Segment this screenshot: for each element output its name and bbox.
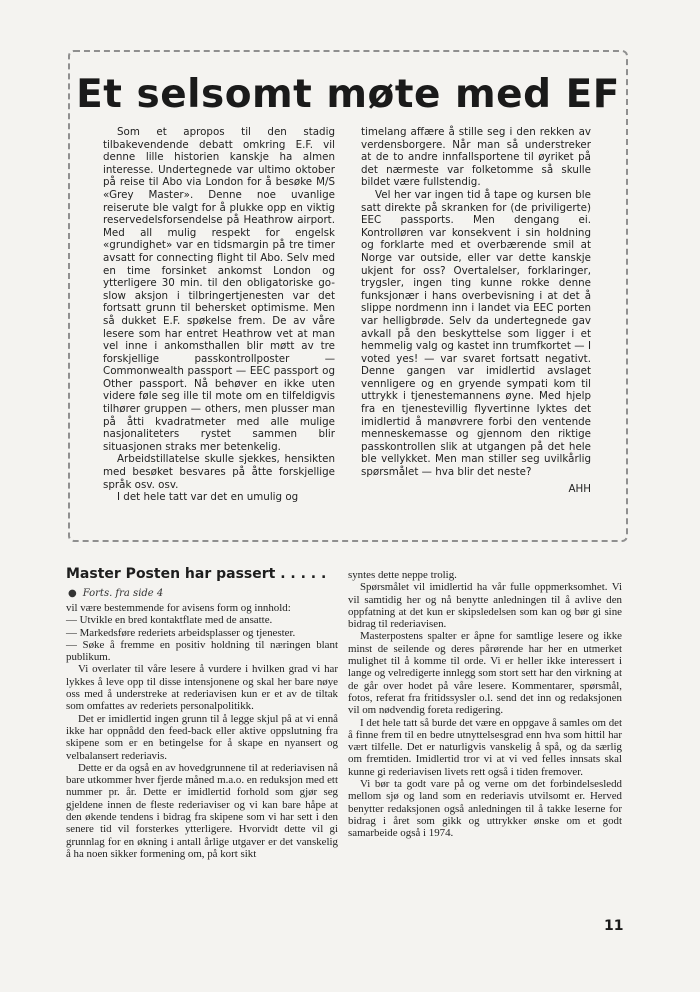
list-item: — Utvikle en bred kontaktflate med de ansatte. <box>66 614 273 627</box>
section-column-2 <box>348 569 622 840</box>
paragraph: Arbeidstillatelse skulle sjekkes, hensikten med besøket besvares på åtte forskjellige språk osv. osv. <box>103 453 335 491</box>
paragraph: Masterpostens spalter er åpne for samtlige lesere og ikke minst de seilende og deres pårørende har her en utmerket mulighet til å komme til orde. Vi er heller ikke interessert i lange og velredigerte innlegg som stort sett har den virkning at de går over hodet på våre lesere. Kommentarer, spørsmål, fotos, referat fra fritidssysler o.l. send det inn og redaksjonen vil om nødvendig foreta redigering. <box>348 630 622 717</box>
paragraph: Vel her var ingen tid å tape og kursen ble satt direkte på skranken for (de priviligerte) EEC passports. Men dengang ei. Kontrolløren var konsekvent i sin holdning og forklarte med et overbærende smil at Norge var outside, eller var dette kanskje ukjent for oss? Overtalelser, forklaringer, trygsler, ingen ting kunne rokke denne funksjonær i hans overbevisning i at det å slippe nordmenn inn i landet via EEC porten var helligbrøde. Selv da undertegnede gav avkall på den beskyttelse som ligger i et hemmelig valg og kastet inn trumfkortet — I voted yes! — var svaret fortsatt negativt. Denne gangen var imidlertid avslaget vennligere og en gryende sympati kom til uttrykk i tjenestemannens øyne. Med hjelp fra en tjenestevillig flyvertinne lyktes det imidlertid å manøvrere forbi den ventende menneskemasse og gjennom den riktige passkontrollen slik at utgangen på det hele ble vellykket. Men man stiller seg uvilkårlig spørsmålet — hva blir det neste? <box>361 188 591 479</box>
list-item: — Markedsføre rederiets arbeidsplasser og tjenester. <box>66 626 296 639</box>
paragraph: Spørsmålet vil imidlertid ha vår fulle oppmerksomhet. Vi vil samtidig her og nå benytte anledningen til å avlive den oppfatning at det kun er skipsledelsen som kan og bør gi sine bidrag til rederiavisen. <box>348 581 622 631</box>
paragraph: syntes dette neppe trolig. <box>348 569 457 581</box>
paragraph: Vi bør ta godt vare på og verne om det forbindelsesledd mellom sjø og land som en rederiavis utvilsomt er. Herved benytter redaksjonen også anledningen til å takke leserne for bidrag i året som gikk og uttrykker ønske om et godt samarbeide også i 1974. <box>348 778 622 840</box>
article-column-1 <box>103 126 335 504</box>
section-column-1 <box>66 602 338 860</box>
continuation-note <box>68 588 163 599</box>
bullet-icon: ● <box>68 588 77 599</box>
list-item: — Søke å fremme en positiv holdning til næringen blant publikum. <box>66 638 338 664</box>
continuation-text: Forts. fra side 4 <box>82 588 164 599</box>
article-column-2 <box>361 126 591 495</box>
paragraph: Vi overlater til våre lesere å vurdere i hvilken grad vi har lykkes å leve opp til disse intensjonene og skal her bare nøye oss med å understreke at rederiavisen kun er et av de tiltak som omfattes av rederiets personalpolitikk. <box>66 663 338 713</box>
paragraph: Det er imidlertid ingen grunn til å legge skjul på at vi ennå ikke har oppnådd den feed-back eller aktive oppslutning fra skipene som er en betingelse for å skape en nyansert og velbalansert rederiavis. <box>66 712 338 762</box>
page-number: 11 <box>604 918 624 934</box>
paragraph: I det hele tatt var det en umulig og <box>117 491 299 504</box>
paragraph: Dette er da også en av hovedgrunnene til at rederiavisen nå bare utkommer hver fjerde måned m.a.o. en reduksjon med ett nummer pr. år. Dette er imidlertid forhold som gjør seg gjeldene innen de fleste rederiaviser og vi kan bare håpe at den økende tendens i bidrag fra skipene som vi har sett i den senere tid vil forsterkes ytterligere. Hvorvidt dette vil gi grunnlag for en økning i antall årlige utgaver er det vanskelig å ha noen sikker formening om, på kort sikt <box>66 761 338 860</box>
section-title: Master Posten har passert . . . . . <box>66 566 327 582</box>
signature: AHH <box>568 482 591 495</box>
paragraph: vil være bestemmende for avisens form og innhold: <box>66 602 291 614</box>
paragraph: Som et apropos til den stadig tilbakevendende debatt omkring E.F. vil denne lille historien kanskje ha almen interesse. Undertegnede var ultimo oktober på reise til Abo via London for å besøke M/S «Grey Master». Denne noe uvanlige reiserute ble valgt for å plukke opp en viktig reservedelsforsendelse på Heathrow airport. Med all mulig respekt for engelsk «grundighet» var en tidsmargin på tre timer avsatt for connecting flight til Abo. Selv med en time forsinket ankomst London og ytterligere 30 min. til den obligatoriske go-slow aksjon i tilbringertjenesten var det fortsatt grunn til behersket optimisme. Men så dukket E.F. spøkelse frem. De av våre lesere som har entret Heathrow vet at man vel inne i ankomsthallen blir møtt av tre forskjellige passkontrollposter — Commonwealth passport — EEC passport og Other passport. Nå behøver en ikke uten videre føle seg ille til mote om en tilfeldigvis tilhører gruppen — others, men plusser man på åtti kvadratmeter med alle mulige nasjonaliteters rystet sammen blir situasjonen straks mer betenkelig. <box>103 126 335 453</box>
article-title: Et selsomt møte med EF <box>76 72 620 117</box>
paragraph: I det hele tatt så burde det være en oppgave å samles om det å finne frem til en bedre utnyttelsesgrad enn hva som hittil har vært tilfelle. Det er naturligvis vanskelig å spå, og da særlig om fremtiden. Imidlertid tror vi at vi ved felles innsats skal kunne gi rederiavisen livets rett også i tiden fremover. <box>348 716 622 778</box>
paragraph: timelang affære å stille seg i den rekken av verdensborgere. Når man så understreker at de to andre innfallsportene til øyriket på det nærmeste var folketomme så skulle bildet være fullstendig. <box>361 126 591 189</box>
